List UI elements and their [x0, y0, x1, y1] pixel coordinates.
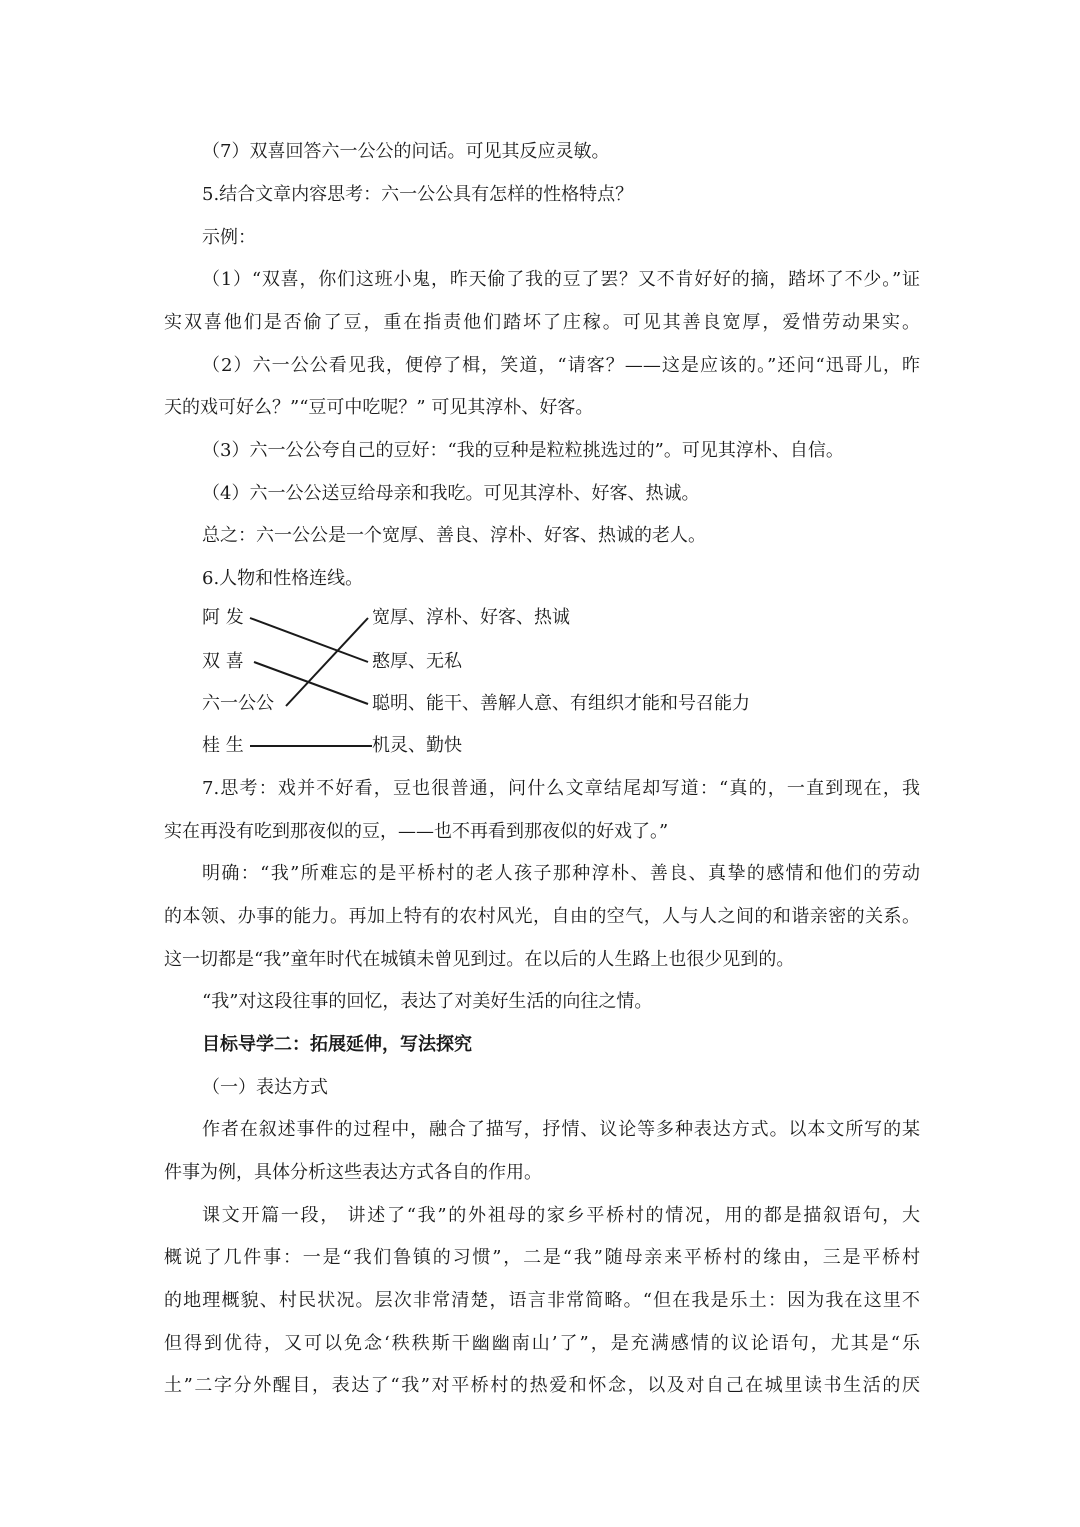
subsection-heading: （一）表达方式	[202, 1077, 328, 1098]
text-line: （2）六一公公看见我，便停了楫，笑道，“请客？——这是应该的。”还问“迅哥儿，昨	[202, 355, 920, 376]
person-shuang-xi: 双 喜	[202, 651, 244, 672]
text-line: 概说了几件事：一是“我们鲁镇的习惯”，二是“我”随母亲来平桥村的缘由，三是平桥村	[164, 1247, 920, 1268]
text-line: 但得到优待，又可以免念‘秩秩斯干幽幽南山’了”，是充满感情的议论语句，尤其是“乐	[164, 1333, 920, 1354]
text-line: 的本领、办事的能力。再加上特有的农村风光，自由的空气，人与人之间的和谐亲密的关系。	[164, 906, 920, 927]
trait-2: 憨厚、无私	[372, 651, 462, 672]
text-line: 的地理概貌、村民状况。层次非常清楚，语言非常简略。“但在我是乐土：因为我在这里不	[164, 1290, 920, 1311]
person-gui-sheng: 桂 生	[202, 735, 244, 756]
link-a-fa-to-trait-2	[250, 618, 368, 662]
text-line: 土”二字分外醒目，表达了“我”对平桥村的热爱和怀念，以及对自己在城里读书生活的厌	[164, 1375, 920, 1396]
text-line: （3）六一公公夸自己的豆好：“我的豆种是粒粒挑选过的”。可见其淳朴、自信。	[202, 440, 844, 461]
question-7: 7.思考：戏并不好看，豆也很普通，问什么文章结尾却写道：“真的，一直到现在，我	[202, 778, 920, 799]
question-5: 5.结合文章内容思考：六一公公具有怎样的性格特点？	[202, 184, 634, 205]
text-line: 实在再没有吃到那夜似的豆，——也不再看到那夜似的好戏了。”	[164, 821, 669, 842]
text-line: 天的戏可好么？”“豆可中吃呢？” 可见其淳朴、好客。	[164, 397, 594, 418]
person-a-fa: 阿 发	[202, 607, 244, 628]
trait-4: 机灵、勤快	[372, 735, 462, 756]
person-liu-yi-gong-gong: 六一公公	[202, 693, 274, 714]
question-6: 6.人物和性格连线。	[202, 568, 364, 589]
text-line: 作者在叙述事件的过程中，融合了描写，抒情、议论等多种表达方式。以本文所写的某	[202, 1119, 920, 1140]
section-heading: 目标导学二：拓展延伸，写法探究	[202, 1034, 472, 1055]
text-line: 明确：“我”所难忘的是平桥村的老人孩子那种淳朴、善良、真挚的感情和他们的劳动	[202, 863, 920, 884]
matching-exercise	[202, 596, 822, 766]
text-line: 实双喜他们是否偷了豆，重在指责他们踏坏了庄稼。可见其善良宽厚，爱惜劳动果实。	[164, 312, 920, 333]
summary-line: 总之：六一公公是一个宽厚、善良、淳朴、好客、热诚的老人。	[202, 525, 706, 546]
text-line: （7）双喜回答六一公公的问话。可见其反应灵敏。	[202, 141, 610, 162]
text-line: （1）“双喜，你们这班小鬼，昨天偷了我的豆了罢？又不肯好好的摘，踏坏了不少。”证	[202, 269, 920, 290]
link-shuang-xi-to-trait-3	[254, 662, 368, 704]
text-line: 件事为例，具体分析这些表达方式各自的作用。	[164, 1162, 542, 1183]
link-liu-yi-to-trait-1	[286, 618, 368, 706]
trait-3: 聪明、能干、善解人意、有组织才能和号召能力	[372, 693, 750, 714]
text-line: （4）六一公公送豆给母亲和我吃。可见其淳朴、好客、热诚。	[202, 483, 700, 504]
text-line: 课文开篇一段， 讲述了“我”的外祖母的家乡平桥村的情况，用的都是描叙语句，大	[202, 1205, 920, 1226]
trait-1: 宽厚、淳朴、好客、热诚	[372, 607, 570, 628]
matching-lines	[202, 596, 822, 766]
text-line: “我”对这段往事的回忆，表达了对美好生活的向往之情。	[202, 991, 653, 1012]
text-line: 这一切都是“我”童年时代在城镇未曾见到过。在以后的人生路上也很少见到的。	[164, 949, 795, 970]
text-line: 示例：	[202, 227, 256, 248]
